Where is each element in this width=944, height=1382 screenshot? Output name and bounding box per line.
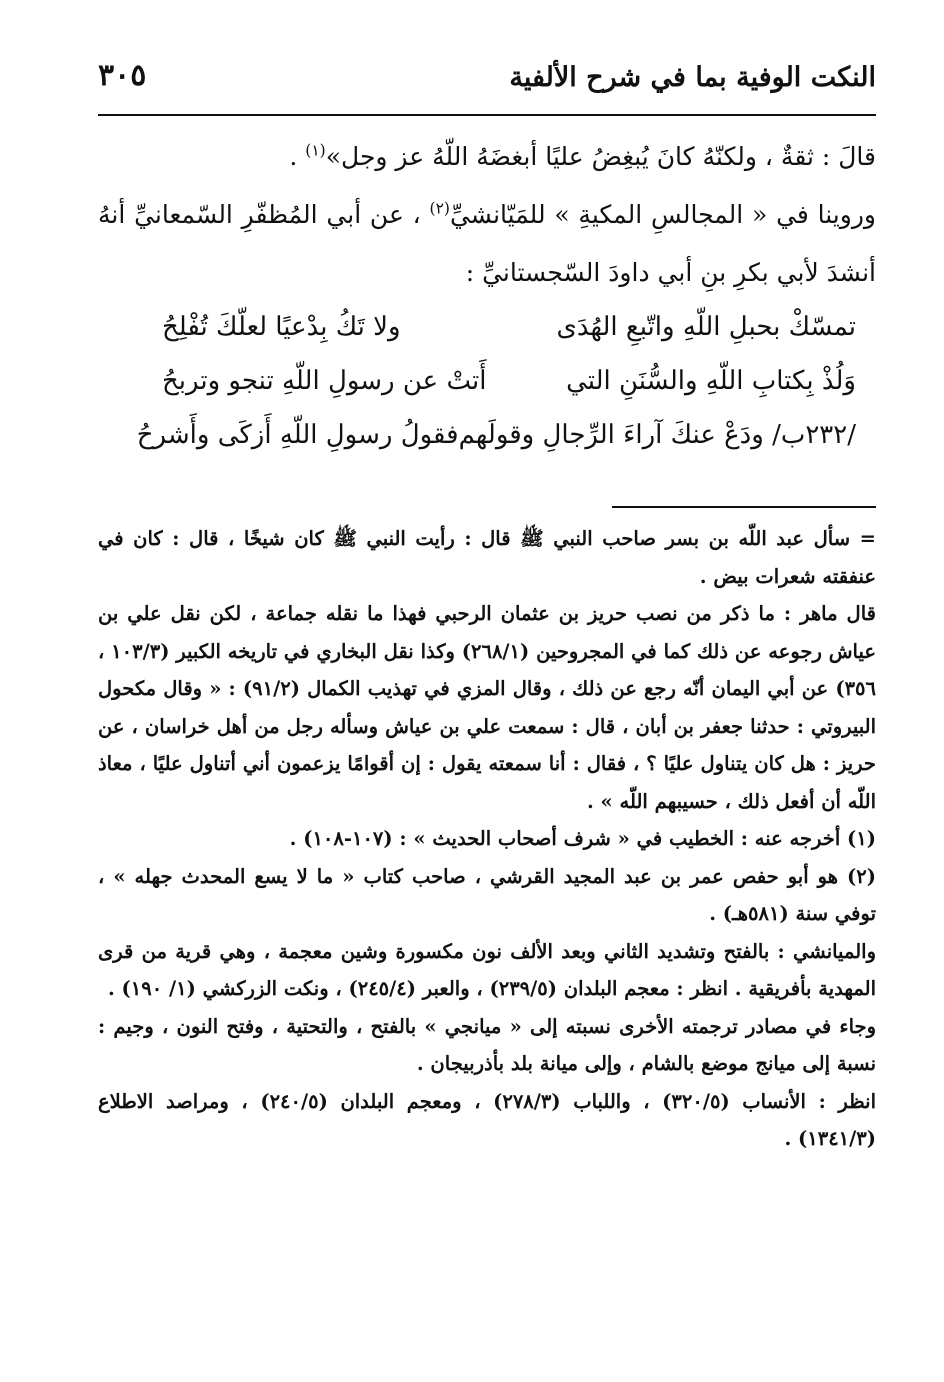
verse-first-hemistich: تمسّكْ بحبلِ اللّهِ واتّبعِ الهُدَى — [556, 312, 856, 342]
footnote-2-variant: وجاء في مصادر ترجمته الأخرى نسبته إلى « ميانجي » بالفتح ، والتحتية ، وفتح النون ، وجيم : نسبة إلى ميانج موضع بالشام ، وإلى ميانة بلد بأذربيجان . — [98, 1014, 876, 1075]
verse-first-hemistich: وَلُذْ بِكتابِ اللّهِ والسُّنَنِ التي — [566, 366, 856, 396]
footnote-1: (١) أخرجه عنه : الخطيب في « شرف أصحاب الحديث » : (١٠٧-١٠٨) . — [289, 827, 876, 850]
footnote-2: (٢) هو أبو حفص عمر بن عبد المجيد القرشي ، صاحب كتاب « ما لا يسع المحدث جهله » ، توفي سنة (٥٨١هـ) . — [98, 864, 876, 925]
verse-second-hemistich: فقولُ رسولِ اللّهِ أَزكَى وأَشرحُ — [136, 420, 459, 450]
footnotes — [98, 520, 876, 1158]
poem — [98, 300, 876, 462]
footnote-marker-1: (١) — [305, 141, 326, 160]
verse-line — [162, 300, 856, 354]
header-divider — [98, 114, 876, 116]
footnote-commentary: قال ماهر : ما ذكر من نصب حريز بن عثمان الرحبي فهذا ما نقله جماعة ، لكن نقل علي بن عياش رجوعه عن ذلك كما في المجروحين (٢٦٨/١) وكذا نقل البخاري في تاريخه الكبير (١٠٣/٣ ، ٣٥٦) عن أبي اليمان أنّه رجع عن ذلك ، وقال المزي في تهذيب الكمال (٩١/٢) : « وقال مكحول البيروتي : حدثنا جعفر بن أبان ، قال : سمعت علي بن عياش وسأله رجل من أهل خراسان ، عن حريز : هل كان يتناول عليًا ؟ ، فقال : أنا سمعته يقول : إن أقوامًا يزعمون أني أتناول عليًا ، معاذ اللّه أن أفعل ذلك ، حسيبهم اللّه » . — [98, 602, 876, 813]
verse-first-hemistich: /٢٣٢ب/ ودَعْ عنكَ آراءَ الرِّجالِ وقولَهم — [458, 420, 856, 450]
running-title: النكت الوفية بما في شرح الألفية — [509, 62, 876, 93]
main-paragraph-1: قالَ : ثقةٌ ، ولكنّهُ كانَ يُبغِضُ عليًا أبغضَهُ اللّهُ عز وجل»$^{(١)}$ . — [289, 141, 876, 171]
footnote-continuation: = سأل عبد اللّه بن بسر صاحب النبي ﷺ قال : رأيت النبي ﷺ كان شيخًا ، قال : كان في عنفقته شعرات بيض . — [98, 527, 876, 588]
main-text — [98, 128, 876, 462]
footnote-2-sources: انظر : الأنساب (٣٢٠/٥) ، واللباب (٢٧٨/٣) ، ومعجم البلدان (٢٤٠/٥) ، ومراصد الاطلاع (١٣٤١/٣) . — [98, 1089, 876, 1150]
verse-second-hemistich: ولا تَكُ بِدْعيًا لعلّكَ تُفْلِحُ — [162, 312, 401, 342]
footnote-separator — [612, 506, 876, 508]
footnote-2-nisba: والميانشي : بالفتح وتشديد الثاني وبعد الألف نون مكسورة وشين معجمة ، وهي قرية من قرى المهدية بأفريقية . انظر : معجم البلدان (٢٣٩/٥) ، والعبر (٢٤٥/٤) ، ونكت الزركشي (١/ ١٩٠) . — [98, 939, 876, 1000]
footnote-marker-2: (٢) — [429, 199, 450, 218]
running-header — [98, 58, 876, 102]
verse-line — [162, 354, 856, 408]
verse-line — [136, 408, 856, 462]
verse-second-hemistich: أَتتْ عن رسولِ اللّهِ تنجو وتربحُ — [162, 366, 487, 396]
page-number: ٣٠٥ — [98, 58, 147, 93]
main-paragraph-2: وروينا في « المجالسِ المكيةِ » للمَيّانشيِّ$^{(٢)}$ ، عن أبي المُظفّرِ السّمعانيِّ أنهُ أنشدَ لأبي بكرِ بنِ أبي داودَ السّجستانيِّ : — [98, 199, 876, 287]
